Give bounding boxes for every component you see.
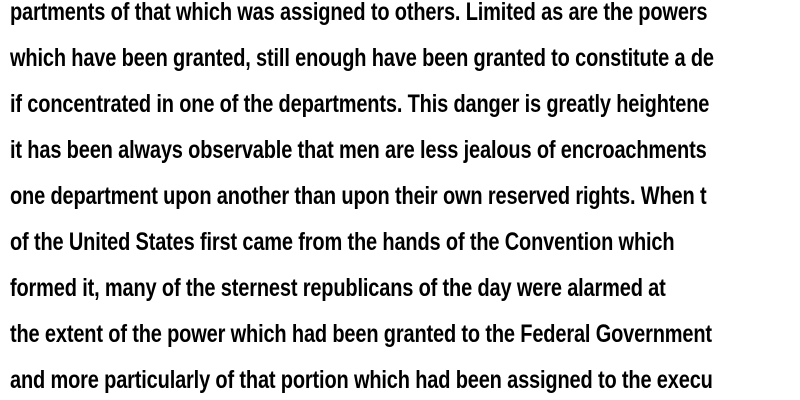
text-line: one department upon another than upon their own reserved rights. When t <box>10 182 707 210</box>
text-line: the extent of the power which had been granted to the Federal Government <box>10 320 712 348</box>
text-line: if concentrated in one of the departments. This danger is greatly heightene <box>10 90 710 118</box>
text-line: and more particularly of that portion which had been assigned to the execu <box>10 366 713 394</box>
text-line: formed it, many of the sternest republicans of the day were alarmed at <box>10 274 666 302</box>
text-line: it has been always observable that men are less jealous of encroachments <box>10 136 707 164</box>
text-line: of the United States first came from the hands of the Convention which <box>10 228 675 256</box>
text-line: partments of that which was assigned to others. Limited as are the powers <box>10 0 708 26</box>
text-line: which have been granted, still enough have been granted to constitute a de <box>10 44 714 72</box>
